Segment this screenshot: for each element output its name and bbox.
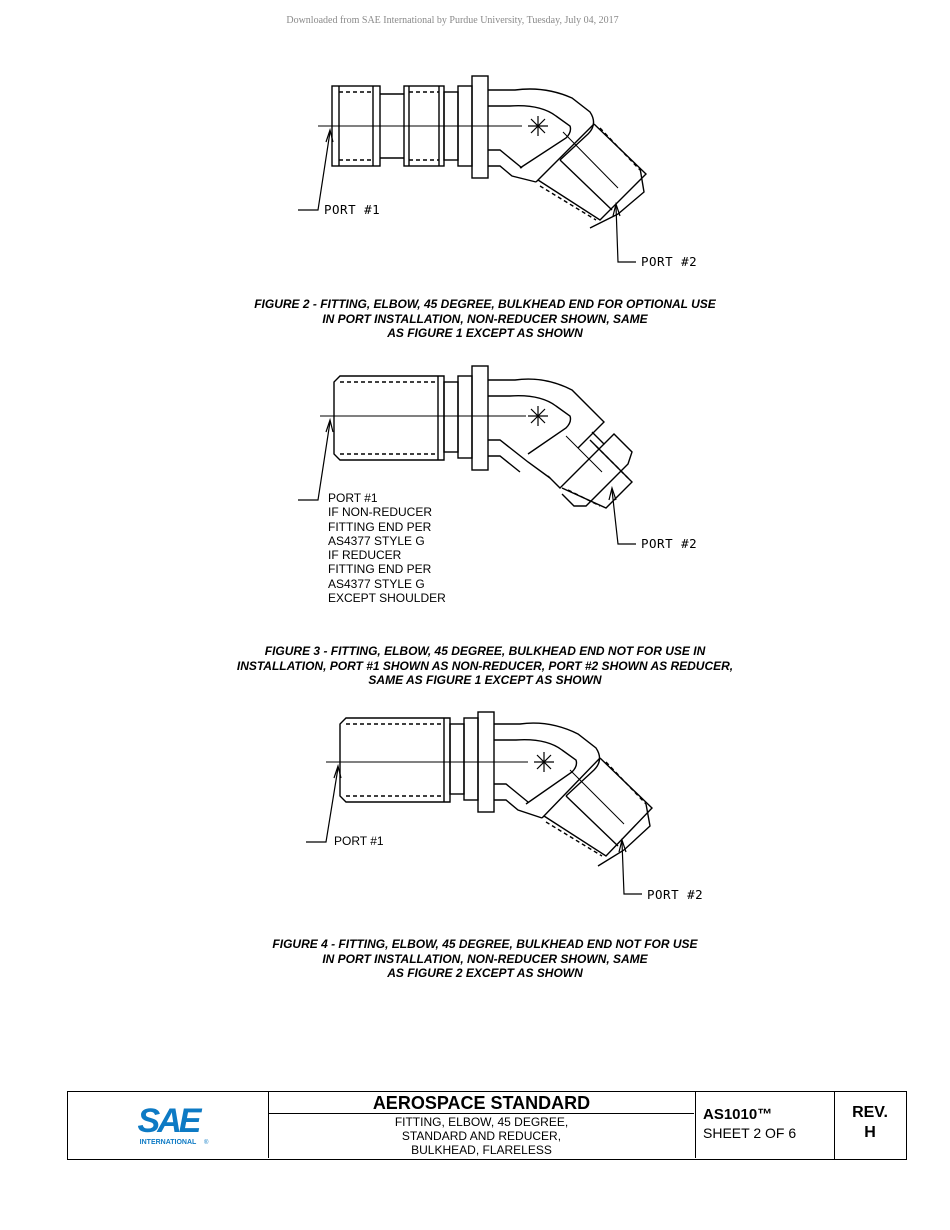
logo-main-text: SAE xyxy=(137,1102,199,1140)
title-block-doc-info xyxy=(703,1106,796,1142)
figure-2-port2-label: PORT #2 xyxy=(641,254,698,269)
caption-line: FIGURE 3 - FITTING, ELBOW, 45 DEGREE, BULKHEAD END NOT FOR USE IN xyxy=(264,644,706,658)
figure-4-port1-label: PORT #1 xyxy=(334,834,384,848)
note-line: EXCEPT SHOULDER xyxy=(328,591,446,606)
figure-2-drawing xyxy=(298,76,646,262)
logo-registered-mark: ® xyxy=(204,1140,209,1146)
sae-logo-mark xyxy=(68,1092,268,1158)
title-block-heading: AEROSPACE STANDARD xyxy=(372,1093,591,1113)
logo-sub-text: INTERNATIONAL xyxy=(139,1139,197,1146)
revision-label: REV. xyxy=(852,1104,888,1121)
caption-line: FIGURE 4 - FITTING, ELBOW, 45 DEGREE, BULKHEAD END NOT FOR USE xyxy=(272,937,698,951)
caption-line: IN PORT INSTALLATION, NON-REDUCER SHOWN, SAME xyxy=(322,311,648,326)
figure-3-port1-note xyxy=(328,491,446,605)
note-line: FITTING END PER xyxy=(328,519,432,534)
caption-line: INSTALLATION, PORT #1 SHOWN AS NON-REDUCER, PORT #2 SHOWN AS REDUCER, xyxy=(236,658,734,673)
revision-value: H xyxy=(864,1124,876,1141)
title-block-description xyxy=(269,1115,694,1157)
caption-line: SAME AS FIGURE 1 EXCEPT AS SHOWN xyxy=(368,673,602,687)
note-line: IF NON-REDUCER xyxy=(328,505,432,520)
figure-2-port1-label: PORT #1 xyxy=(324,202,381,217)
note-line: AS4377 STYLE G xyxy=(328,533,425,548)
sheet-number: SHEET 2 OF 6 xyxy=(703,1125,797,1141)
caption-line: FIGURE 2 - FITTING, ELBOW, 45 DEGREE, BULKHEAD END FOR OPTIONAL USE xyxy=(254,297,716,311)
figure-3-caption xyxy=(185,644,785,688)
caption-line: AS FIGURE 1 EXCEPT AS SHOWN xyxy=(387,326,583,340)
sae-logo xyxy=(68,1092,268,1158)
figure-4-caption xyxy=(185,937,785,981)
caption-line: AS FIGURE 2 EXCEPT AS SHOWN xyxy=(387,966,583,980)
description-line: FITTING, ELBOW, 45 DEGREE, xyxy=(394,1115,569,1129)
document-number: AS1010™ xyxy=(703,1106,773,1123)
note-line: FITTING END PER xyxy=(328,562,432,577)
note-line: IF REDUCER xyxy=(328,548,402,563)
figure-3-port2-label: PORT #2 xyxy=(641,536,698,551)
download-watermark: Downloaded from SAE International by Purdue University, Tuesday, July 04, 2017 xyxy=(286,15,619,26)
note-line: PORT #1 xyxy=(328,491,378,505)
description-line: BULKHEAD, FLARELESS xyxy=(411,1143,552,1157)
caption-line: IN PORT INSTALLATION, NON-REDUCER SHOWN, SAME xyxy=(322,951,648,966)
title-block-divider xyxy=(269,1113,694,1114)
figure-2-caption xyxy=(185,297,785,341)
note-line: AS4377 STYLE G xyxy=(328,576,425,591)
figure-4-drawing xyxy=(306,712,652,894)
description-line: STANDARD AND REDUCER, xyxy=(401,1129,562,1143)
title-block-revision xyxy=(835,1103,905,1143)
figure-4-port2-label: PORT #2 xyxy=(647,887,704,902)
